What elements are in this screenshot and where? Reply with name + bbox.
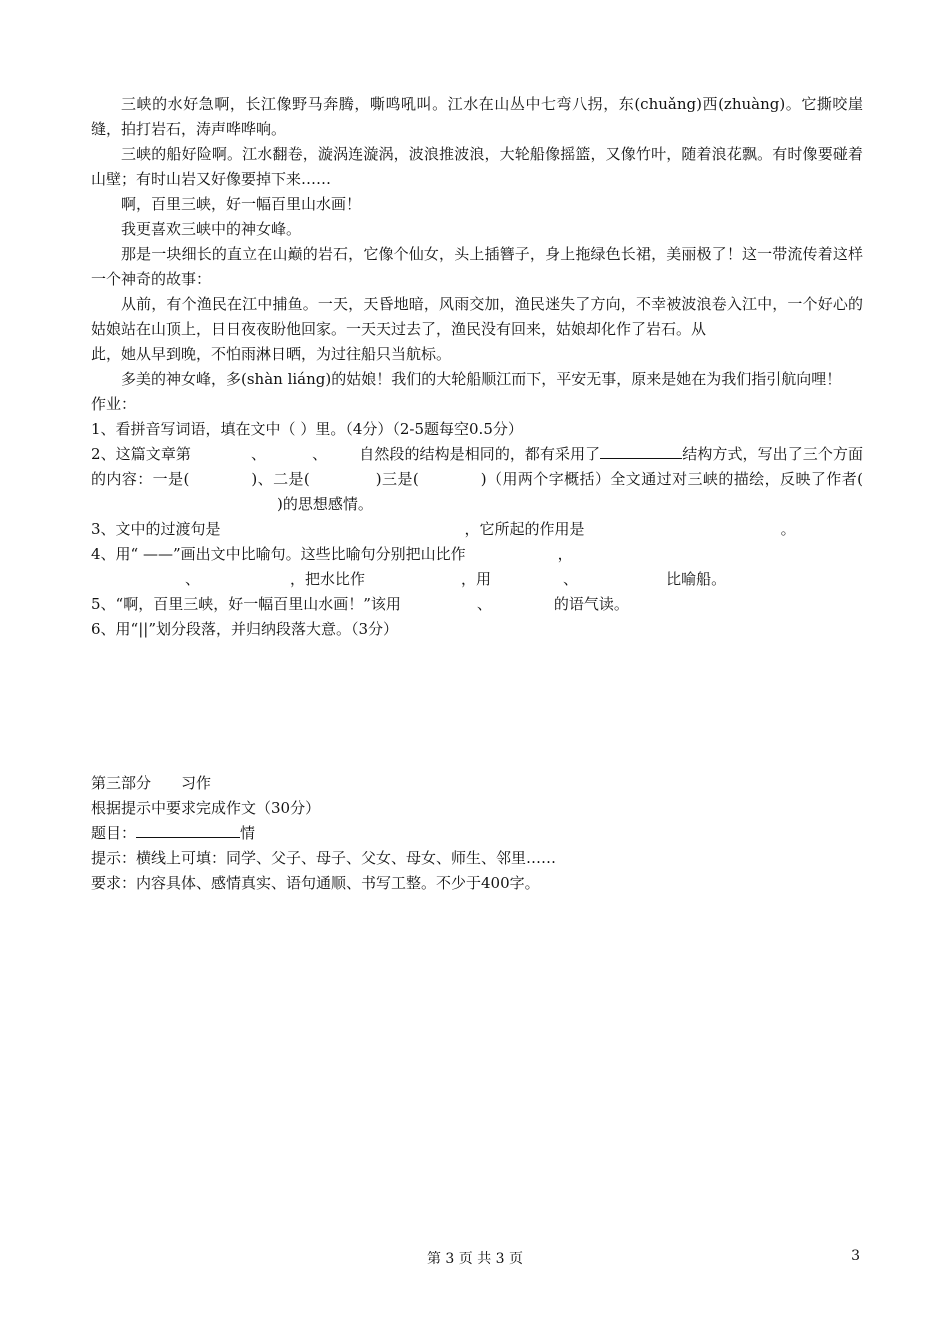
reading-passage (91, 92, 863, 642)
page-number: 3 (851, 1248, 860, 1264)
passage-paragraph-5: 那是一块细长的直立在山巅的岩石，它像个仙女，头上插簪子，身上拖绿色长裙，美丽极了！这一带流传着这样一个神奇的故事： (91, 245, 863, 288)
page-label: 第 3 页 共 3 页 (426, 1251, 524, 1267)
writing-hint: 提示：横线上可填：同学、父子、母子、父女、母女、师生、邻里…… (91, 849, 557, 867)
question-5: 5、“啊，百里三峡，好一幅百里山水画！”该用 、 的语气读。 (91, 595, 629, 613)
passage-paragraph-7: 多美的神女峰，多(shàn liáng)的姑娘！我们的大轮船顺江而下，平安无事，原来是她在为我们指引航向哩！ (121, 370, 842, 388)
passage-paragraph-2: 三峡的船好险啊。江水翻卷，漩涡连漩涡，波浪推波浪，大轮船像摇篮，又像竹叶，随着浪花飘。有时像要碰着山壁；有时山岩又好像要掉下来…… (91, 145, 863, 188)
question-4: 4、用“ ——”画出文中比喻句。这些比喻句分别把山比作 ， (91, 545, 573, 563)
question-4-cont: 、 ，把水比作 ，用 、 比喻船。 (185, 570, 727, 588)
topic-blank-line[interactable] (136, 823, 240, 838)
passage-paragraph-4: 我更喜欢三峡中的神女峰。 (121, 220, 302, 238)
homework-heading: 作业： (91, 395, 137, 413)
question-3: 3、文中的过渡句是 ，它所起的作用是 。 (91, 520, 796, 538)
question-6: 6、用“||”划分段落，并归纳段落大意。（3分） (91, 620, 399, 638)
passage-paragraph-6-cont: 此，她从早到晚，不怕雨淋日晒，为过往船只当航标。 (91, 345, 452, 363)
passage-paragraph-3: 啊，百里三峡，好一幅百里山水画！ (121, 195, 362, 213)
writing-instruction: 根据提示中要求完成作文（30分） (91, 799, 321, 817)
blank-line[interactable] (600, 444, 682, 459)
passage-paragraph-1: 三峡的水好急啊，长江像野马奔腾，嘶鸣吼叫。江水在山丛中七弯八拐，东(chuǎng)西(zhuàng)。它撕咬崖缝，拍打岩石，涛声哗哗响。 (91, 95, 863, 138)
question-2: 2、这篇文章第 、 、 自然段的结构是相同的，都有采用了 结构方式，写出了三个方面的内容：一是( )、二是( )三是( )（用两个字概括）全文通过对三峡的描绘，反映了作者()的思想感情。 (91, 445, 863, 513)
question-1: 1、看拼音写词语，填在文中（ ）里。（4分）（2-5题每空0.5分） (91, 420, 523, 438)
passage-paragraph-6: 从前，有个渔民在江中捕鱼。一天，天昏地暗，风雨交加，渔民迷失了方向，不幸被波浪卷入江中，一个好心的姑娘站在山顶上，日日夜夜盼他回家。一天天过去了，渔民没有回来，姑娘却化作了岩石。从 (91, 295, 863, 338)
writing-topic: 题目： 情 (91, 824, 256, 842)
part-three-writing (91, 771, 863, 896)
writing-requirement: 要求：内容具体、感情真实、语句通顺、书写工整。不少于400字。 (91, 874, 540, 892)
part-three-title: 第三部分 习作 (91, 774, 212, 792)
